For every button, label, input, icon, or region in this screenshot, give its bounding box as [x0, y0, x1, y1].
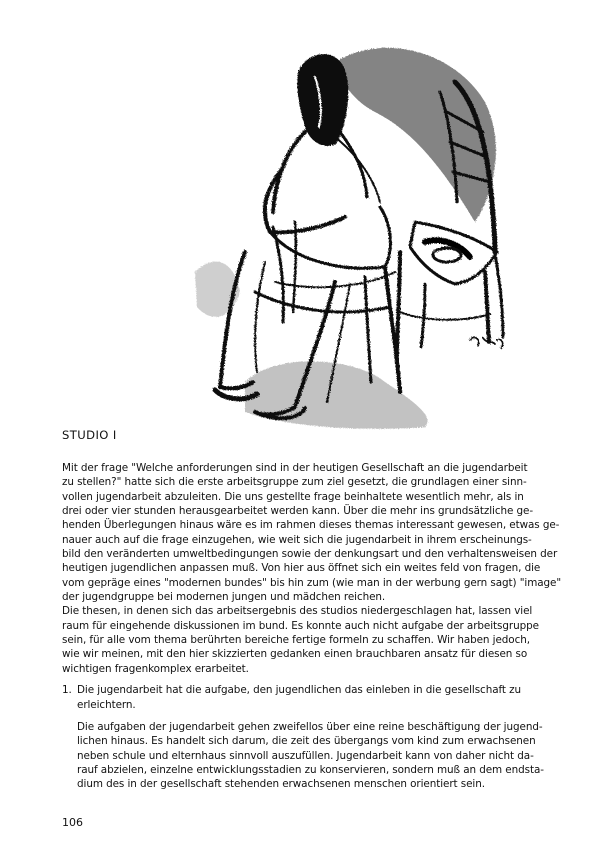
- list-item-1: [62, 683, 576, 712]
- list-item-1-explanation: Die aufgaben der jugendarbeit gehen zweifellos über eine reine beschäftigung der jugend- lichen hinaus. Es handelt sich darum, die zeit des übergangs vom kind zum erwachsenen neben schule und elternhaus sinnvoll auszufüllen. Jugendarbeit kann von daher nicht da- rauf abzielen, einzelne entwicklungsstadien zu konservieren, sondern muß an dem endsta- dium des in der gesellschaft stehenden erwachsenen menschen orientiert sein.: [77, 720, 544, 791]
- paragraph-1: Mit der frage "Welche anforderungen sind in der heutigen Gesellschaft an die jugendarbeit zu stellen?" hatte sich die erste arbeitsgruppe zum ziel gesetzt, die grundlagen einer sinn- vollen jugendarbeit abzuleiten. Die uns gestellte frage beinhaltete wesentlich mehr, als in drei oder vier stunden herausgearbeitet werden kann. Über die mehr ins grundsätzliche ge- henden Überlegungen hinaus wäre es im rahmen dieses themas interessant gewesen, etwas ge- nauer auch auf die frage einzugehen, wie weit sich die jugendarbeit in ihrem erscheinungs- bild den veränderten umweltbedingungen sowie der denkungsart und den verhaltensweisen der heutigen jugendlichen anpassen muß. Von hier aus öffnet sich ein weites feld von fragen, die vom gepräge eines "modernen bundes" bis hin zum (wie man in der werbung gern sagt) "image" der jugendgruppe bei modernen jungen und mädchen reichen.: [62, 462, 562, 604]
- page-number: 106: [62, 816, 83, 829]
- list-item-number: 1.: [62, 684, 72, 697]
- list-item-text: Die jugendarbeit hat die aufgabe, den jugendlichen das einleben in die gesellschaft zu erleichtern.: [77, 684, 521, 711]
- charcoal-sketch-illustration: [185, 22, 525, 440]
- paragraph-2: Die thesen, in denen sich das arbeitsergebnis des studios niedergeschlagen hat, lassen viel raum für eingehende diskussionen im bund. Es konnte auch nicht aufgabe der arbeitsgruppe sein, für alle vom thema berührten bereiche fertige formeln zu schaffen. Wir haben jedoch, wie wir meinen, mit den hier skizzierten gedanken einen brauchbaren ansatz für diesen so wichtigen fragenkomplex erarbeitet.: [62, 605, 539, 675]
- section-heading: STUDIO I: [62, 428, 117, 442]
- body-text: [62, 461, 576, 792]
